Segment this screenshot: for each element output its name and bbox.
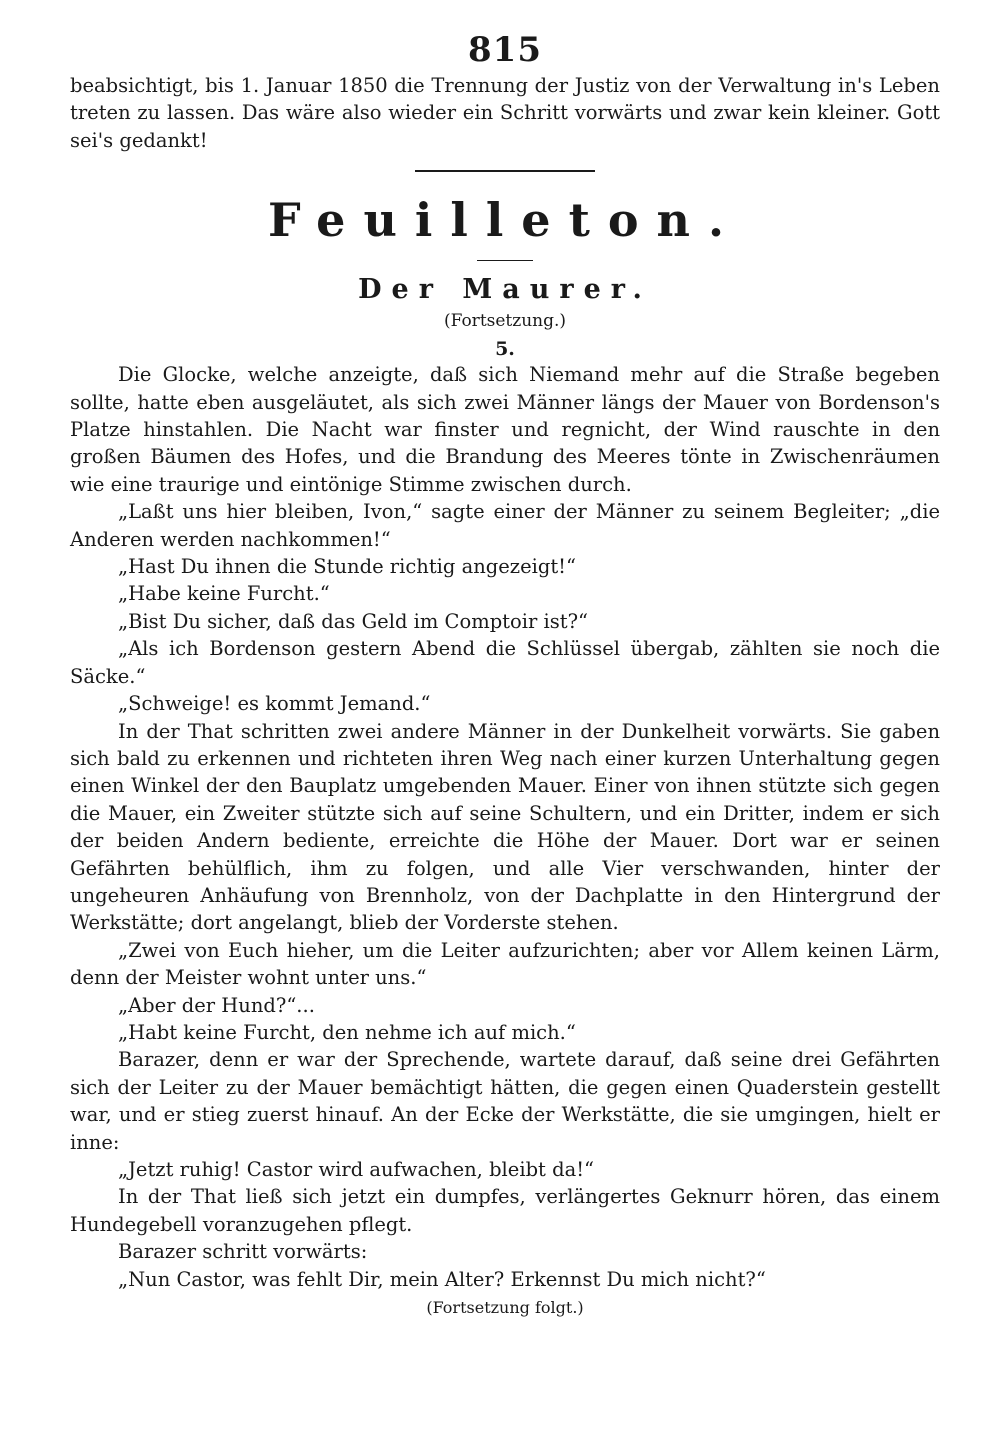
section-divider bbox=[415, 170, 595, 172]
story-paragraph: „Als ich Bordenson gestern Abend die Schlüssel übergab, zählten sie noch die Säcke.“ bbox=[70, 637, 940, 688]
story-body bbox=[70, 361, 940, 1293]
intro-paragraph: beabsichtigt, bis 1. Januar 1850 die Trennung der Justiz von der Verwaltung in's Leben treten zu lassen. Das wäre also wieder ein Schritt vorwärts und zwar kein kleiner. Gott sei's gedankt! bbox=[70, 74, 940, 152]
story-paragraph: Barazer schritt vorwärts: bbox=[118, 1240, 368, 1264]
page-number: 815 bbox=[468, 30, 542, 70]
story-paragraph: „Habe keine Furcht.“ bbox=[118, 582, 330, 606]
continuation-note: (Fortsetzung folgt.) bbox=[426, 1298, 584, 1318]
story-paragraph: „Laßt uns hier bleiben, Ivon,“ sagte einer der Männer zu seinem Begleiter; „die Anderen werden nachkommen!“ bbox=[70, 500, 940, 551]
story-paragraph: Barazer, denn er war der Sprechende, wartete darauf, daß seine drei Gefährten sich der Leiter zu der Mauer bemächtigt hätten, die gegen einen Quaderstein gestellt war, und er stieg zuerst hinauf. An der Ecke der Werkstätte, die sie umgingen, hielt er inne: bbox=[70, 1048, 940, 1154]
story-paragraph: In der That schritten zwei andere Männer in der Dunkelheit vorwärts. Sie gaben sich bald zu erkennen und richteten ihren Weg nach einer kurzen Unterhaltung gegen einen Winkel der den Bauplatz umgebenden Mauer. Einer von ihnen stützte sich gegen die Mauer, ein Zweiter stützte sich auf seine Schultern, und ein Dritter, indem er sich der beiden Andern bediente, erreichte die Höhe der Mauer. Dort war er seinen Gefährten behülflich, ihm zu folgen, und alle Vier verschwanden, hinter der ungeheuren Anhäufung von Brennholz, von der Dachplatte in den Hintergrund der Werkstätte; dort angelangt, blieb der Vorderste stehen. bbox=[70, 719, 940, 935]
story-paragraph: „Habt keine Furcht, den nehme ich auf mich.“ bbox=[118, 1020, 576, 1044]
newspaper-page bbox=[70, 24, 940, 1414]
story-paragraph: „Aber der Hund?“... bbox=[118, 993, 315, 1017]
story-paragraph: „Bist Du sicher, daß das Geld im Comptoir ist?“ bbox=[118, 609, 589, 633]
story-paragraph: „Hast Du ihnen die Stunde richtig angezeigt!“ bbox=[118, 555, 576, 579]
story-title: Der Maurer. bbox=[358, 274, 652, 306]
continued-label: (Fortsetzung.) bbox=[443, 311, 567, 332]
title-divider bbox=[477, 260, 533, 261]
section-title: Feuilleton. bbox=[268, 193, 742, 248]
chapter-number: 5. bbox=[495, 338, 515, 361]
story-paragraph: „Schweige! es kommt Jemand.“ bbox=[118, 692, 431, 716]
story-paragraph: „Zwei von Euch hieher, um die Leiter aufzurichten; aber vor Allem keinen Lärm, denn der Meister wohnt unter uns.“ bbox=[70, 938, 940, 990]
story-paragraph: „Jetzt ruhig! Castor wird aufwachen, bleibt da!“ bbox=[118, 1158, 594, 1181]
story-paragraph: „Nun Castor, was fehlt Dir, mein Alter? Erkennst Du mich nicht?“ bbox=[118, 1267, 766, 1291]
story-paragraph: In der That ließ sich jetzt ein dumpfes, verlängertes Geknurr hören, das einem Hundegebell voranzugehen pflegt. bbox=[70, 1185, 940, 1236]
story-paragraph: Die Glocke, welche anzeigte, daß sich Niemand mehr auf die Straße begeben sollte, hatte eben ausgeläutet, als sich zwei Männer längs der Mauer von Bordenson's Platze hinstahlen. Die Nacht war finster und regnicht, der Wind rauschte in den großen Bäumen des Hofes, und die Brandung des Meeres tönte in Zwischenräumen wie eine traurige und eintönige Stimme zwischen durch. bbox=[70, 363, 940, 496]
